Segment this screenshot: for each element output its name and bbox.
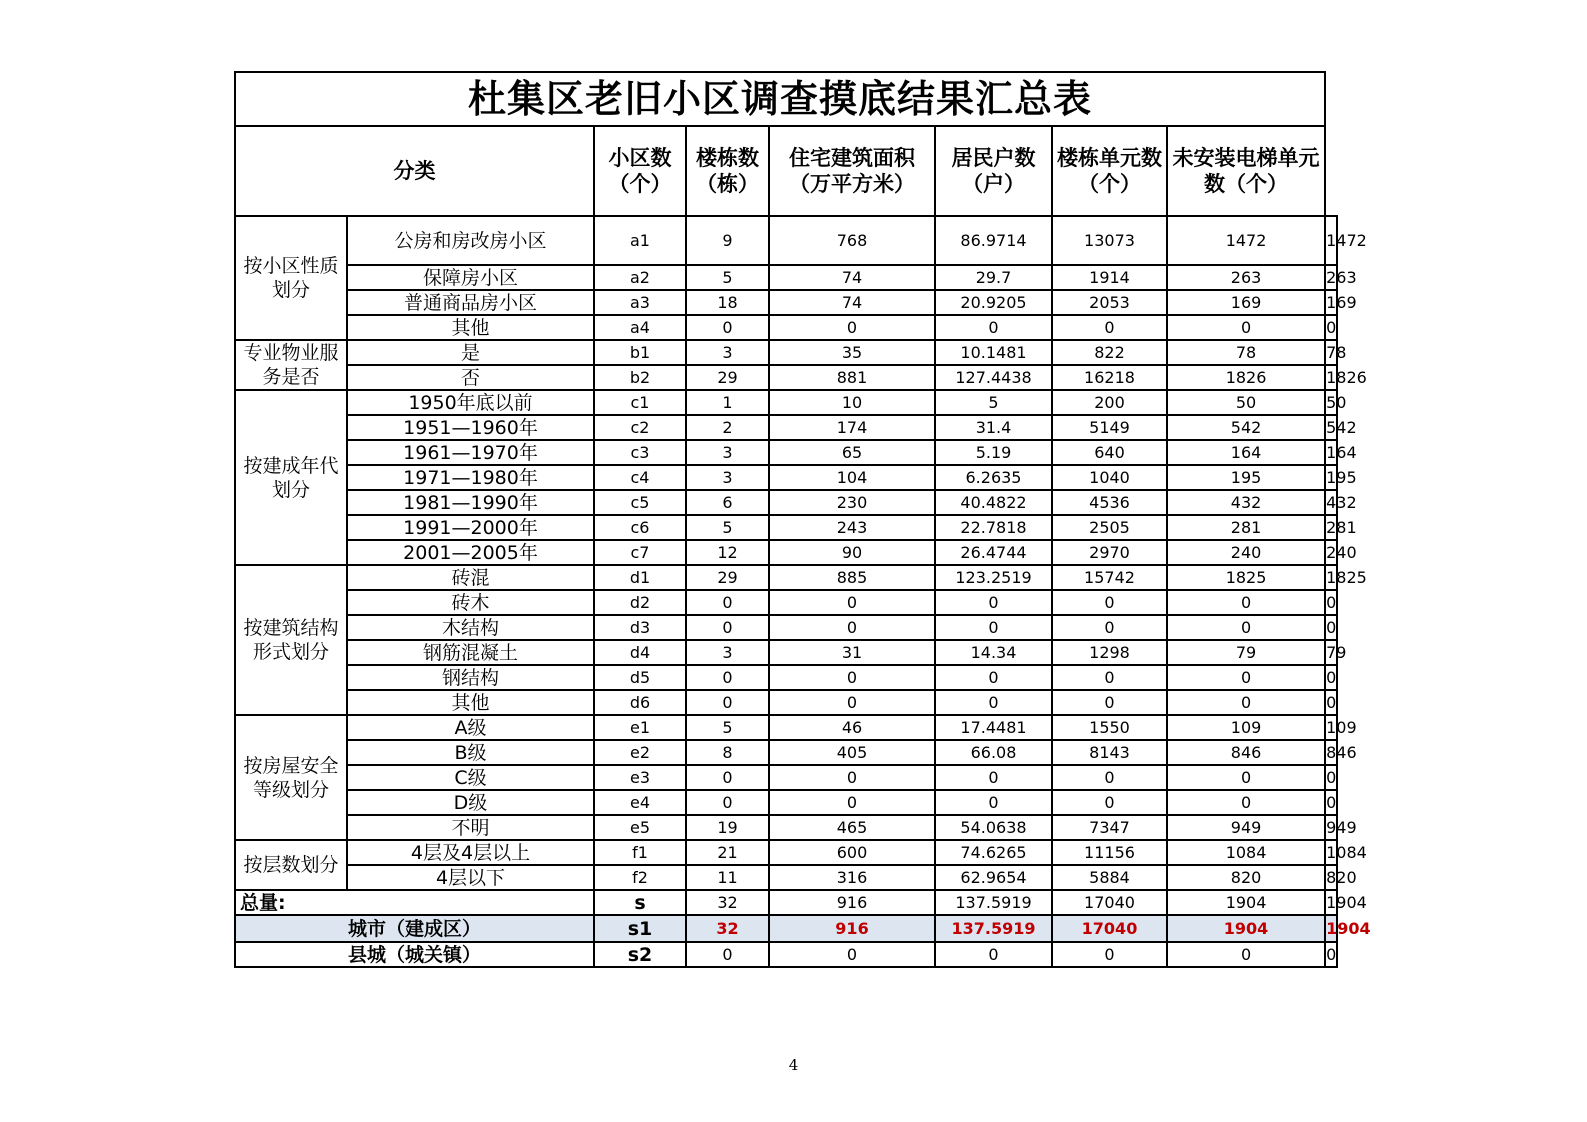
value-cell: 432 xyxy=(1167,490,1325,515)
value-cell: 90 xyxy=(769,540,935,565)
table-row xyxy=(235,665,1337,690)
value-cell: 0 xyxy=(1167,315,1325,340)
value-cell: 5 xyxy=(686,265,769,290)
table-row xyxy=(235,865,1337,890)
value-cell: 640 xyxy=(1052,440,1167,465)
header-row xyxy=(235,126,1337,216)
value-cell: 0 xyxy=(1167,590,1325,615)
value-cell: 195 xyxy=(1167,465,1325,490)
value-cell: 0 xyxy=(1325,942,1337,967)
value-cell: 35 xyxy=(769,340,935,365)
table-row xyxy=(235,640,1337,665)
page-number: 4 xyxy=(788,1056,799,1074)
value-cell: 5 xyxy=(686,715,769,740)
value-cell: 31 xyxy=(769,640,935,665)
header-area: 住宅建筑面积（万平方米） xyxy=(769,126,935,216)
table-row xyxy=(235,615,1337,640)
value-cell: 19 xyxy=(686,815,769,840)
code-cell: d1 xyxy=(594,565,686,590)
code-cell: e4 xyxy=(594,790,686,815)
value-cell: 0 xyxy=(1325,690,1337,715)
table-row xyxy=(235,290,1337,315)
value-cell: 79 xyxy=(1325,640,1337,665)
value-cell: 78 xyxy=(1167,340,1325,365)
value-cell: 0 xyxy=(769,315,935,340)
value-cell: 465 xyxy=(769,815,935,840)
value-cell: 0 xyxy=(686,315,769,340)
category-cell: 普通商品房小区 xyxy=(347,290,594,315)
value-cell: 542 xyxy=(1325,415,1337,440)
header-communities: 小区数（个） xyxy=(594,126,686,216)
value-cell: 1 xyxy=(686,390,769,415)
category-cell: 1971—1980年 xyxy=(347,465,594,490)
value-cell: 40.4822 xyxy=(935,490,1052,515)
code-cell: d2 xyxy=(594,590,686,615)
value-cell: 1914 xyxy=(1052,265,1167,290)
code-cell: f1 xyxy=(594,840,686,865)
value-cell: 0 xyxy=(769,790,935,815)
county-row-code: s2 xyxy=(594,942,686,967)
table-row xyxy=(235,315,1337,340)
table-row xyxy=(235,515,1337,540)
table-row xyxy=(235,415,1337,440)
value-cell: 0 xyxy=(769,765,935,790)
value-cell: 169 xyxy=(1167,290,1325,315)
value-cell: 822 xyxy=(1052,340,1167,365)
value-cell: 1040 xyxy=(1052,465,1167,490)
value-cell: 5884 xyxy=(1052,865,1167,890)
table-row xyxy=(235,590,1337,615)
value-cell: 0 xyxy=(1052,765,1167,790)
code-cell: c2 xyxy=(594,415,686,440)
category-cell: 钢结构 xyxy=(347,665,594,690)
value-cell: 195 xyxy=(1325,465,1337,490)
header-no-elevator: 未安装电梯单元数（个） xyxy=(1167,126,1325,216)
value-cell: 74.6265 xyxy=(935,840,1052,865)
value-cell: 1826 xyxy=(1325,365,1337,390)
value-cell: 7347 xyxy=(1052,815,1167,840)
value-cell: 916 xyxy=(769,890,935,915)
value-cell: 881 xyxy=(769,365,935,390)
value-cell: 0 xyxy=(1167,790,1325,815)
value-cell: 10 xyxy=(769,390,935,415)
table-row xyxy=(235,740,1337,765)
value-cell: 164 xyxy=(1167,440,1325,465)
value-cell: 2505 xyxy=(1052,515,1167,540)
code-cell: e2 xyxy=(594,740,686,765)
value-cell: 13073 xyxy=(1052,216,1167,265)
value-cell: 0 xyxy=(686,690,769,715)
category-cell: C级 xyxy=(347,765,594,790)
group-label: 按建成年代划分 xyxy=(235,390,347,565)
value-cell: 86.9714 xyxy=(935,216,1052,265)
group-label: 按层数划分 xyxy=(235,840,347,890)
value-cell: 104 xyxy=(769,465,935,490)
value-cell: 32 xyxy=(686,890,769,915)
value-cell: 2 xyxy=(686,415,769,440)
value-cell: 66.08 xyxy=(935,740,1052,765)
value-cell: 12 xyxy=(686,540,769,565)
value-cell: 916 xyxy=(769,915,935,942)
value-cell: 1825 xyxy=(1167,565,1325,590)
value-cell: 17040 xyxy=(1052,890,1167,915)
value-cell: 3 xyxy=(686,640,769,665)
table-row xyxy=(235,840,1337,865)
value-cell: 1472 xyxy=(1167,216,1325,265)
category-cell: 保障房小区 xyxy=(347,265,594,290)
value-cell: 0 xyxy=(1167,665,1325,690)
value-cell: 0 xyxy=(1052,615,1167,640)
code-cell: e3 xyxy=(594,765,686,790)
city-row xyxy=(235,915,1337,942)
value-cell: 0 xyxy=(686,942,769,967)
category-cell: B级 xyxy=(347,740,594,765)
value-cell: 5 xyxy=(686,515,769,540)
value-cell: 0 xyxy=(935,765,1052,790)
category-cell: 1951—1960年 xyxy=(347,415,594,440)
category-cell: 其他 xyxy=(347,315,594,340)
header-buildings: 楼栋数（栋） xyxy=(686,126,769,216)
value-cell: 281 xyxy=(1325,515,1337,540)
table-row xyxy=(235,565,1337,590)
value-cell: 5 xyxy=(935,390,1052,415)
code-cell: c4 xyxy=(594,465,686,490)
value-cell: 54.0638 xyxy=(935,815,1052,840)
category-cell: A级 xyxy=(347,715,594,740)
code-cell: b2 xyxy=(594,365,686,390)
value-cell: 4536 xyxy=(1052,490,1167,515)
category-cell: 公房和房改房小区 xyxy=(347,216,594,265)
value-cell: 15742 xyxy=(1052,565,1167,590)
value-cell: 0 xyxy=(935,615,1052,640)
value-cell: 32 xyxy=(686,915,769,942)
value-cell: 316 xyxy=(769,865,935,890)
value-cell: 2053 xyxy=(1052,290,1167,315)
code-cell: c5 xyxy=(594,490,686,515)
code-cell: f2 xyxy=(594,865,686,890)
county-row xyxy=(235,942,1337,967)
value-cell: 542 xyxy=(1167,415,1325,440)
value-cell: 17040 xyxy=(1052,915,1167,942)
value-cell: 14.34 xyxy=(935,640,1052,665)
category-cell: 1981—1990年 xyxy=(347,490,594,515)
value-cell: 74 xyxy=(769,290,935,315)
value-cell: 0 xyxy=(935,942,1052,967)
value-cell: 0 xyxy=(935,790,1052,815)
value-cell: 17.4481 xyxy=(935,715,1052,740)
category-cell: 钢筋混凝土 xyxy=(347,640,594,665)
value-cell: 1904 xyxy=(1167,890,1325,915)
value-cell: 0 xyxy=(1052,590,1167,615)
value-cell: 1084 xyxy=(1325,840,1337,865)
table-row xyxy=(235,690,1337,715)
value-cell: 1550 xyxy=(1052,715,1167,740)
value-cell: 8143 xyxy=(1052,740,1167,765)
table-row xyxy=(235,340,1337,365)
code-cell: c3 xyxy=(594,440,686,465)
value-cell: 0 xyxy=(769,690,935,715)
value-cell: 0 xyxy=(1167,765,1325,790)
table-row xyxy=(235,815,1337,840)
code-cell: a1 xyxy=(594,216,686,265)
table-row xyxy=(235,490,1337,515)
value-cell: 62.9654 xyxy=(935,865,1052,890)
value-cell: 127.4438 xyxy=(935,365,1052,390)
code-cell: d5 xyxy=(594,665,686,690)
value-cell: 137.5919 xyxy=(935,890,1052,915)
value-cell: 0 xyxy=(1325,665,1337,690)
value-cell: 0 xyxy=(686,590,769,615)
category-cell: 2001—2005年 xyxy=(347,540,594,565)
value-cell: 820 xyxy=(1325,865,1337,890)
category-cell: 1991—2000年 xyxy=(347,515,594,540)
value-cell: 109 xyxy=(1167,715,1325,740)
total-row-code: s xyxy=(594,890,686,915)
value-cell: 26.4744 xyxy=(935,540,1052,565)
value-cell: 949 xyxy=(1325,815,1337,840)
value-cell: 1904 xyxy=(1325,915,1337,942)
value-cell: 6 xyxy=(686,490,769,515)
value-cell: 0 xyxy=(1052,942,1167,967)
value-cell: 0 xyxy=(1167,690,1325,715)
value-cell: 0 xyxy=(1325,615,1337,640)
value-cell: 846 xyxy=(1167,740,1325,765)
value-cell: 20.9205 xyxy=(935,290,1052,315)
value-cell: 79 xyxy=(1167,640,1325,665)
county-row-label: 县城（城关镇） xyxy=(235,942,594,967)
value-cell: 3 xyxy=(686,440,769,465)
value-cell: 0 xyxy=(1052,690,1167,715)
category-cell: 1950年底以前 xyxy=(347,390,594,415)
code-cell: d4 xyxy=(594,640,686,665)
value-cell: 820 xyxy=(1167,865,1325,890)
value-cell: 0 xyxy=(1325,765,1337,790)
value-cell: 846 xyxy=(1325,740,1337,765)
value-cell: 169 xyxy=(1325,290,1337,315)
value-cell: 1904 xyxy=(1325,890,1337,915)
group-label: 按小区性质划分 xyxy=(235,216,347,340)
value-cell: 885 xyxy=(769,565,935,590)
value-cell: 6.2635 xyxy=(935,465,1052,490)
value-cell: 29 xyxy=(686,365,769,390)
value-cell: 768 xyxy=(769,216,935,265)
code-cell: e5 xyxy=(594,815,686,840)
code-cell: d3 xyxy=(594,615,686,640)
value-cell: 109 xyxy=(1325,715,1337,740)
value-cell: 29.7 xyxy=(935,265,1052,290)
value-cell: 21 xyxy=(686,840,769,865)
value-cell: 5149 xyxy=(1052,415,1167,440)
value-cell: 11 xyxy=(686,865,769,890)
value-cell: 164 xyxy=(1325,440,1337,465)
category-cell: 木结构 xyxy=(347,615,594,640)
header-units: 楼栋单元数（个） xyxy=(1052,126,1167,216)
category-cell: 不明 xyxy=(347,815,594,840)
value-cell: 0 xyxy=(686,765,769,790)
value-cell: 600 xyxy=(769,840,935,865)
value-cell: 1084 xyxy=(1167,840,1325,865)
value-cell: 29 xyxy=(686,565,769,590)
category-cell: 其他 xyxy=(347,690,594,715)
value-cell: 1472 xyxy=(1325,216,1337,265)
value-cell: 0 xyxy=(686,790,769,815)
table-row xyxy=(235,216,1337,265)
value-cell: 200 xyxy=(1052,390,1167,415)
value-cell: 9 xyxy=(686,216,769,265)
value-cell: 0 xyxy=(1325,315,1337,340)
group-label: 专业物业服务是否 xyxy=(235,340,347,390)
value-cell: 74 xyxy=(769,265,935,290)
value-cell: 432 xyxy=(1325,490,1337,515)
category-cell: 否 xyxy=(347,365,594,390)
code-cell: e1 xyxy=(594,715,686,740)
code-cell: d6 xyxy=(594,690,686,715)
value-cell: 3 xyxy=(686,465,769,490)
category-cell: 砖木 xyxy=(347,590,594,615)
value-cell: 281 xyxy=(1167,515,1325,540)
value-cell: 50 xyxy=(1167,390,1325,415)
value-cell: 3 xyxy=(686,340,769,365)
value-cell: 123.2519 xyxy=(935,565,1052,590)
value-cell: 0 xyxy=(1325,790,1337,815)
header-households: 居民户数（户） xyxy=(935,126,1052,216)
group-label: 按房屋安全等级划分 xyxy=(235,715,347,840)
table-row xyxy=(235,540,1337,565)
value-cell: 243 xyxy=(769,515,935,540)
value-cell: 5.19 xyxy=(935,440,1052,465)
city-row-code: s1 xyxy=(594,915,686,942)
value-cell: 240 xyxy=(1167,540,1325,565)
value-cell: 0 xyxy=(1052,315,1167,340)
value-cell: 0 xyxy=(769,665,935,690)
value-cell: 16218 xyxy=(1052,365,1167,390)
value-cell: 0 xyxy=(1167,615,1325,640)
value-cell: 10.1481 xyxy=(935,340,1052,365)
category-cell: 砖混 xyxy=(347,565,594,590)
value-cell: 0 xyxy=(935,690,1052,715)
value-cell: 0 xyxy=(1325,590,1337,615)
value-cell: 174 xyxy=(769,415,935,440)
summary-table xyxy=(234,71,1371,968)
code-cell: c6 xyxy=(594,515,686,540)
value-cell: 18 xyxy=(686,290,769,315)
category-cell: 4层及4层以上 xyxy=(347,840,594,865)
value-cell: 949 xyxy=(1167,815,1325,840)
value-cell: 0 xyxy=(686,665,769,690)
value-cell: 65 xyxy=(769,440,935,465)
value-cell: 0 xyxy=(769,615,935,640)
value-cell: 0 xyxy=(1052,790,1167,815)
value-cell: 2970 xyxy=(1052,540,1167,565)
table-row xyxy=(235,265,1337,290)
value-cell: 1825 xyxy=(1325,565,1337,590)
value-cell: 50 xyxy=(1325,390,1337,415)
category-cell: 是 xyxy=(347,340,594,365)
code-cell: a4 xyxy=(594,315,686,340)
table-row xyxy=(235,790,1337,815)
value-cell: 0 xyxy=(935,590,1052,615)
value-cell: 240 xyxy=(1325,540,1337,565)
value-cell: 46 xyxy=(769,715,935,740)
value-cell: 263 xyxy=(1325,265,1337,290)
value-cell: 230 xyxy=(769,490,935,515)
code-cell: b1 xyxy=(594,340,686,365)
value-cell: 137.5919 xyxy=(935,915,1052,942)
value-cell: 405 xyxy=(769,740,935,765)
value-cell: 0 xyxy=(1167,942,1325,967)
category-cell: D级 xyxy=(347,790,594,815)
category-cell: 1961—1970年 xyxy=(347,440,594,465)
value-cell: 0 xyxy=(935,665,1052,690)
value-cell: 31.4 xyxy=(935,415,1052,440)
value-cell: 8 xyxy=(686,740,769,765)
table-row xyxy=(235,390,1337,415)
table-title: 杜集区老旧小区调查摸底结果汇总表 xyxy=(235,72,1325,126)
value-cell: 11156 xyxy=(1052,840,1167,865)
value-cell: 78 xyxy=(1325,340,1337,365)
table-row xyxy=(235,465,1337,490)
value-cell: 1298 xyxy=(1052,640,1167,665)
code-cell: c1 xyxy=(594,390,686,415)
value-cell: 0 xyxy=(686,615,769,640)
category-cell: 4层以下 xyxy=(347,865,594,890)
city-row-label: 城市（建成区） xyxy=(235,915,594,942)
table-row xyxy=(235,365,1337,390)
value-cell: 1826 xyxy=(1167,365,1325,390)
table-row xyxy=(235,715,1337,740)
header-category: 分类 xyxy=(235,126,594,216)
value-cell: 1904 xyxy=(1167,915,1325,942)
table-row xyxy=(235,440,1337,465)
group-label: 按建筑结构形式划分 xyxy=(235,565,347,715)
value-cell: 0 xyxy=(1052,665,1167,690)
code-cell: a3 xyxy=(594,290,686,315)
value-cell: 22.7818 xyxy=(935,515,1052,540)
total-row xyxy=(235,890,1337,915)
code-cell: a2 xyxy=(594,265,686,290)
value-cell: 0 xyxy=(935,315,1052,340)
code-cell: c7 xyxy=(594,540,686,565)
value-cell: 0 xyxy=(769,942,935,967)
value-cell: 0 xyxy=(769,590,935,615)
title-row xyxy=(235,72,1337,126)
value-cell: 263 xyxy=(1167,265,1325,290)
table-row xyxy=(235,765,1337,790)
total-row-label: 总量: xyxy=(235,890,594,915)
